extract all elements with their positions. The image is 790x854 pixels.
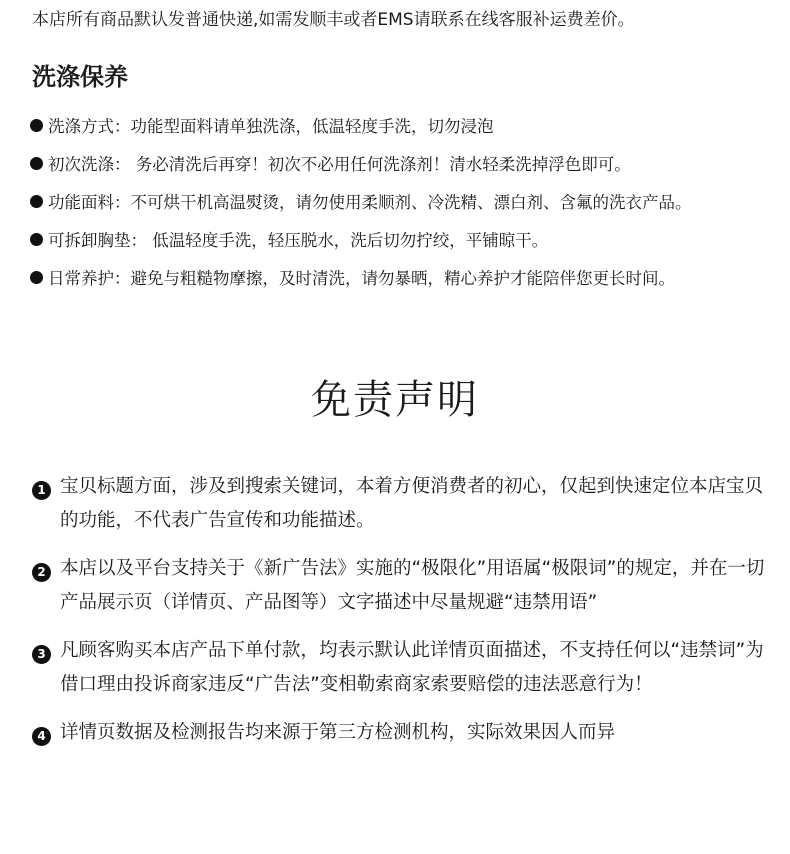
disclaimer-item <box>32 470 772 538</box>
care-item <box>30 106 775 144</box>
disclaimer-item-text: 凡顾客购买本店产品下单付款，均表示默认此详情页面描述，不支持任何以“违禁词”为借口理由投诉商家违反“广告法”变相勒索商家索要赔偿的违法恶意行为！ <box>60 640 764 695</box>
disclaimer-item <box>32 716 772 750</box>
disclaimer-item-text: 宝贝标题方面，涉及到搜索关键词，本着方便消费者的初心，仅起到快速定位本店宝贝的功能，不代表广告宣传和功能描述。 <box>60 476 764 531</box>
care-item <box>30 182 775 220</box>
care-item-text: 洗涤方式：功能型面料请单独洗涤，低温轻度手洗，切勿浸泡 <box>48 117 494 136</box>
disclaimer-title: 免责声明 <box>311 377 479 423</box>
disclaimer-list <box>32 470 772 750</box>
disclaimer-item <box>32 552 772 620</box>
number-1-icon: 1 <box>32 481 51 500</box>
bullet-icon <box>30 233 43 246</box>
bullet-icon <box>30 271 43 284</box>
bullet-icon <box>30 119 43 132</box>
care-item-text: 日常养护：避免与粗糙物摩擦，及时清洗，请勿暴晒，精心养护才能陪伴您更长时间。 <box>48 269 675 288</box>
care-item-text: 可拆卸胸垫： 低温轻度手洗，轻压脱水，洗后切勿拧绞，平铺晾干。 <box>48 231 549 250</box>
care-list <box>30 106 775 296</box>
disclaimer-item <box>32 634 772 702</box>
care-item-text: 功能面料：不可烘干机高温熨烫，请勿使用柔顺剂、冷洗精、漂白剂、含氟的洗衣产品。 <box>48 193 692 212</box>
care-item <box>30 144 775 182</box>
care-item-text: 初次洗涤： 务必清洗后再穿！初次不必用任何洗涤剂！清水轻柔洗掉浮色即可。 <box>48 155 631 174</box>
number-4-icon: 4 <box>32 727 51 746</box>
number-3-icon: 3 <box>32 645 51 664</box>
care-item <box>30 220 775 258</box>
shipping-note: 本店所有商品默认发普通快递,如需发顺丰或者EMS请联系在线客服补运费差价。 <box>32 10 635 30</box>
disclaimer-item-text: 详情页数据及检测报告均来源于第三方检测机构，实际效果因人而异 <box>60 722 616 743</box>
care-section-title: 洗涤保养 <box>32 63 128 91</box>
number-2-icon: 2 <box>32 563 51 582</box>
bullet-icon <box>30 157 43 170</box>
care-item <box>30 258 775 296</box>
disclaimer-item-text: 本店以及平台支持关于《新广告法》实施的“极限化”用语属“极限词”的规定，并在一切产品展示页（详情页、产品图等）文字描述中尽量规避“违禁用语” <box>60 558 765 613</box>
bullet-icon <box>30 195 43 208</box>
